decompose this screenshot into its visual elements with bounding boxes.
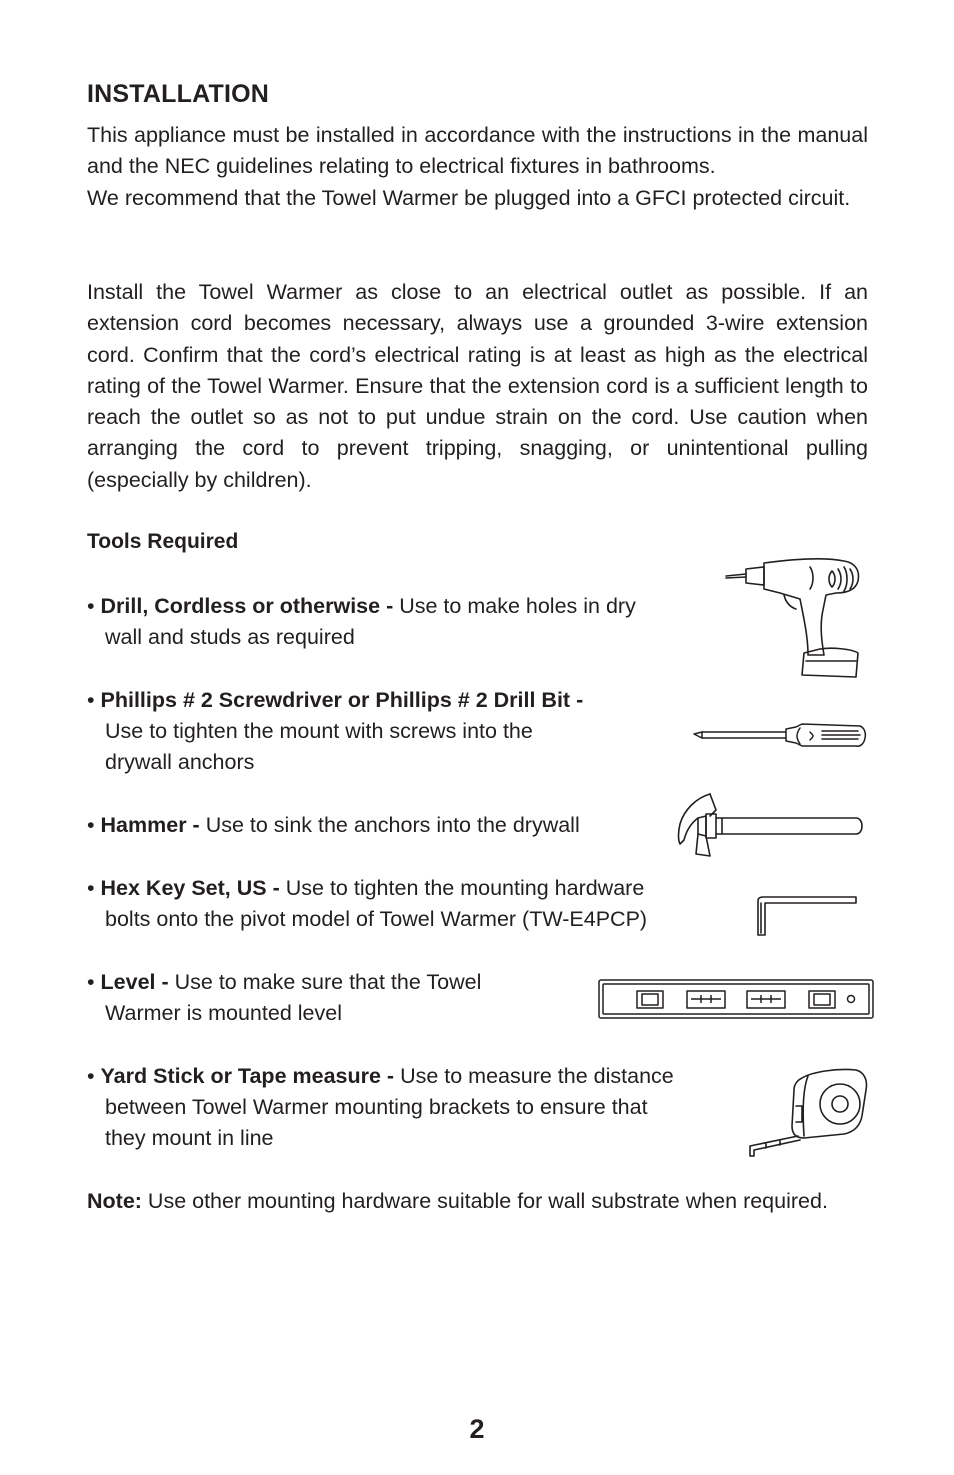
tool-name: Level - (100, 970, 169, 994)
tape-measure-icon (746, 1066, 870, 1160)
tools-required-heading: Tools Required (87, 530, 239, 553)
tool-desc: Use to sink the anchors into the drywall (205, 813, 580, 837)
note-label: Note: (87, 1189, 142, 1213)
tool-desc-cont: between Towel Warmer mounting brackets to ensure that (105, 1095, 648, 1120)
tool-name: Phillips # 2 Screwdriver or Phillips # 2 Drill Bit - (100, 688, 584, 712)
tool-desc-cont: bolts onto the pivot model of Towel Warmer (TW-E4PCP) (105, 907, 648, 932)
bullet: • (87, 813, 95, 837)
paragraph-extension-cord: Install the Towel Warmer as close to an electrical outlet as possible. If an extension cord becomes necessary, always use a grounded 3-wire extension cord. Confirm that the cord’s electrical rating is at least as high as the electrical rating of the Towel Warmer. Ensure that the extension cord is a sufficient length to reach the outlet so as not to put undue strain on the cord. Use caution when arranging the cord to prevent tripping, snagging, or unintentional pulling (especially by children). (87, 280, 868, 492)
tool-item-drill (87, 591, 705, 653)
bullet: • (87, 876, 95, 900)
tool-item-hammer (87, 810, 665, 841)
tool-desc-cont: they mount in line (105, 1126, 274, 1151)
level-icon (597, 978, 875, 1020)
paragraph-line-2: We recommend that the Towel Warmer be plugged into a GFCI protected circuit. (87, 186, 851, 210)
screwdriver-icon (692, 720, 867, 752)
tool-desc: Use to tighten the mounting hardware (285, 876, 645, 900)
tool-desc: Use to measure the distance (400, 1064, 674, 1088)
hex-key-icon (756, 895, 858, 937)
tool-name: Hammer - (100, 813, 200, 837)
bullet: • (87, 688, 95, 712)
tool-desc: Use to tighten the mount with screws into the (105, 719, 533, 744)
tool-desc-cont: wall and studs as required (105, 625, 355, 650)
bullet: • (87, 970, 95, 994)
tool-desc-cont: drywall anchors (105, 750, 255, 775)
tool-name: Yard Stick or Tape measure - (100, 1064, 395, 1088)
tool-item-level (87, 967, 565, 1029)
tool-desc-cont: Warmer is mounted level (105, 1001, 342, 1026)
cordless-drill-icon (724, 557, 864, 681)
hammer-icon (674, 790, 864, 862)
section-heading: INSTALLATION (87, 80, 270, 108)
tool-desc: Use to make sure that the Towel (174, 970, 482, 994)
paragraph-line-1: This appliance must be installed in accordance with the instructions in the manual and the NEC guidelines relating to electrical fixtures in bathrooms. (87, 123, 868, 179)
note (87, 1186, 871, 1217)
tool-item-screwdriver (87, 685, 705, 779)
tool-item-hex-key (87, 873, 745, 935)
note-text: Use other mounting hardware suitable for wall substrate when required. (147, 1189, 828, 1213)
tool-name: Hex Key Set, US - (100, 876, 280, 900)
tool-name: Drill, Cordless or otherwise - (100, 594, 394, 618)
page-number: 2 (469, 1414, 485, 1444)
tool-item-tape-measure (87, 1061, 765, 1155)
bullet: • (87, 1064, 95, 1088)
bullet: • (87, 594, 95, 618)
tool-desc: Use to make holes in dry (399, 594, 636, 618)
